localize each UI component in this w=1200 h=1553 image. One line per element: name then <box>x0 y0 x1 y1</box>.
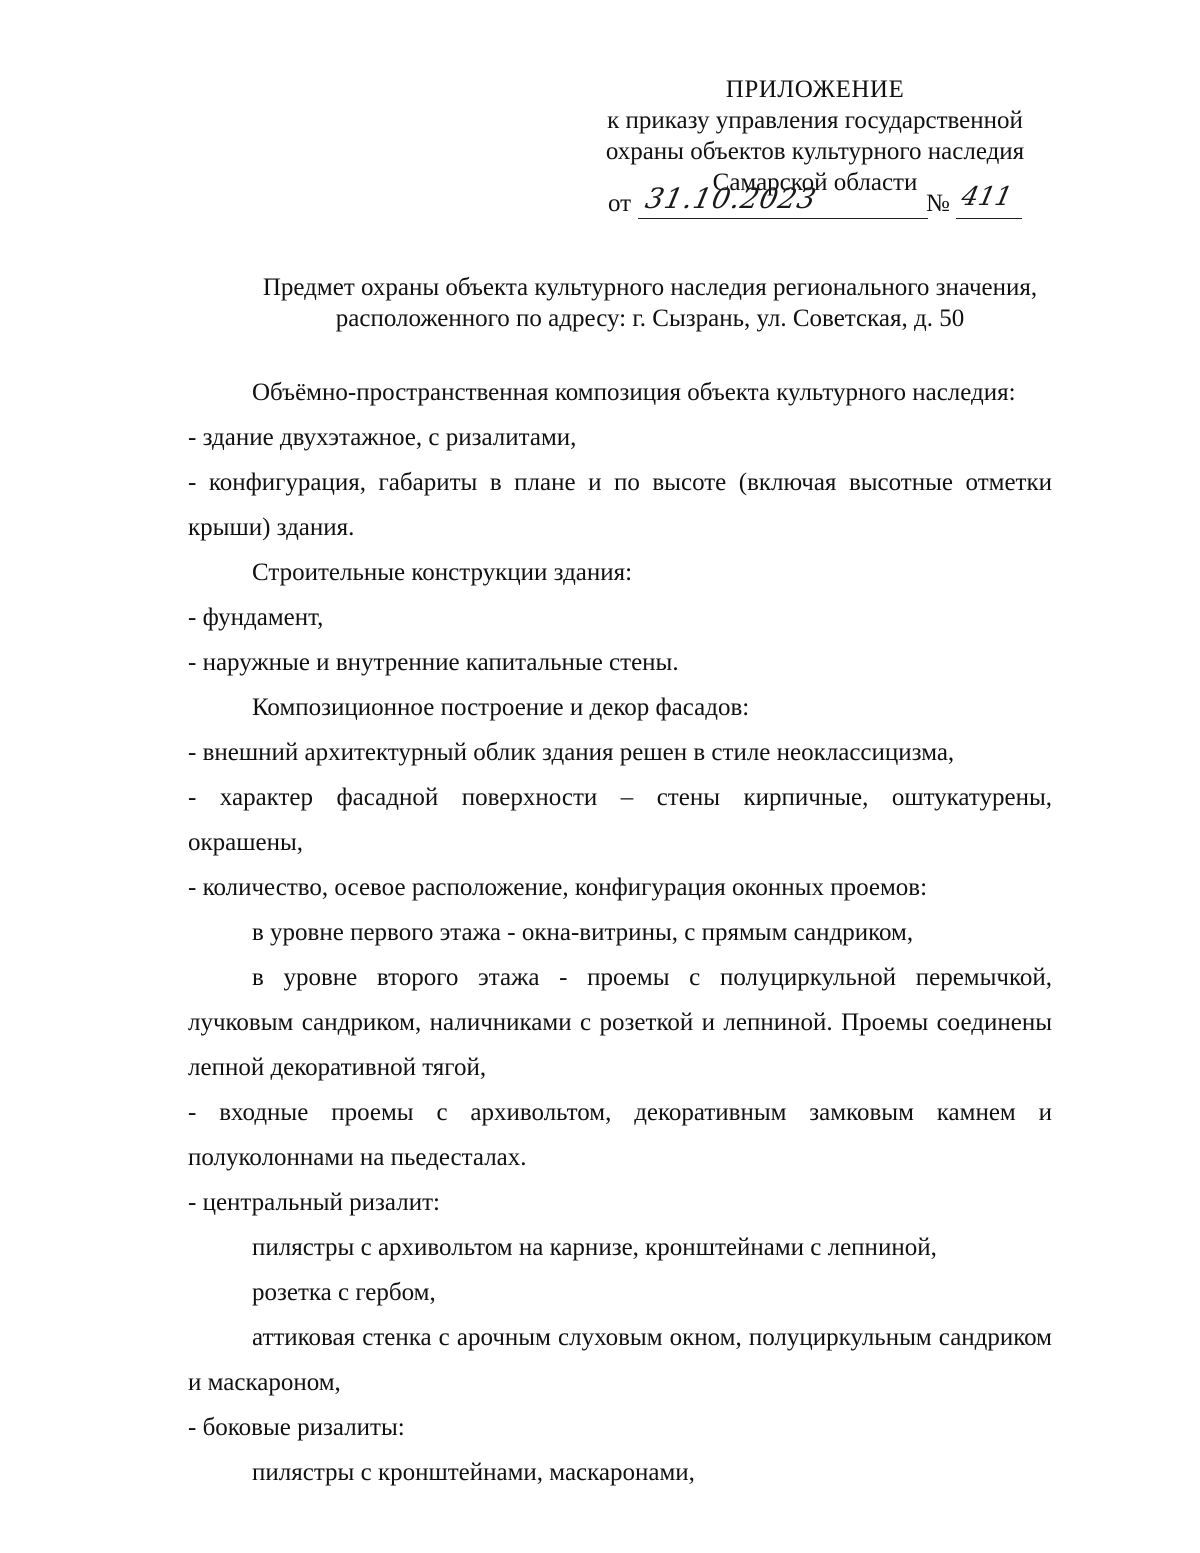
section-heading-structures: Строительные конструкции здания: <box>252 559 633 586</box>
list-item: - характер фасадной поверхности – стены кирпичные, оштукатурены, окрашены, <box>188 784 1052 856</box>
appendix-header <box>560 74 1070 198</box>
title-line-1: Предмет охраны объекта культурного наследия регионального значения, <box>262 274 1038 301</box>
list-item: - боковые ризалиты: <box>188 1414 405 1441</box>
list-item: - конфигурация, габариты в плане и по высоте (включая высотные отметки крыши) здания. <box>188 469 1052 541</box>
list-item: - здание двухэтажное, с ризалитами, <box>188 424 577 451</box>
document-title <box>190 272 1110 334</box>
list-item: - наружные и внутренние капитальные стены. <box>188 649 679 676</box>
appendix-title: ПРИЛОЖЕНИЕ <box>725 76 905 103</box>
list-item: - внешний архитектурный облик здания решен в стиле неоклассицизма, <box>188 739 955 766</box>
list-item: - входные проемы с архивольтом, декоративным замковым камнем и полуколоннами на пьедесталах. <box>188 1099 1052 1171</box>
list-item: - количество, осевое расположение, конфигурация оконных проемов: <box>188 874 928 901</box>
document-body <box>188 370 1052 1495</box>
section-heading-facades: Композиционное построение и декор фасадов: <box>252 694 750 721</box>
handwritten-number: 411 <box>958 182 1015 212</box>
sub-item: пилястры с архивольтом на карнизе, кронштейнами с лепниной, <box>252 1234 937 1261</box>
date-prefix: от <box>608 190 632 217</box>
sub-item: аттиковая стенка с арочным слуховым окном, полуциркульным сандриком и маскароном, <box>188 1324 1052 1396</box>
title-line-2: расположенного по адресу: г. Сызрань, ул. Советская, д. 50 <box>335 305 965 332</box>
appendix-line-3: Самарской области <box>712 169 918 196</box>
appendix-line-1: к приказу управления государственной <box>607 107 1023 134</box>
sub-item: пилястры с кронштейнами, маскаронами, <box>252 1459 695 1486</box>
list-item: - центральный ризалит: <box>188 1189 440 1216</box>
number-sign: № <box>926 190 950 217</box>
appendix-line-2: охраны объектов культурного наследия <box>605 138 1025 165</box>
sub-item: в уровне первого этажа - окна-витрины, с прямым сандриком, <box>252 919 914 946</box>
handwritten-date: 31.10.2023 <box>642 182 820 215</box>
list-item: - фундамент, <box>188 604 324 631</box>
sub-item: розетка с гербом, <box>252 1279 436 1306</box>
number-field <box>956 182 1022 219</box>
section-heading-volume: Объёмно-пространственная композиция объекта культурного наследия: <box>252 379 1016 406</box>
sub-item: в уровне второго этажа - проемы с полуциркульной перемычкой, лучковым сандриком, наличниками с розеткой и лепниной. Проемы соединены лепной декоративной тягой, <box>188 964 1052 1081</box>
